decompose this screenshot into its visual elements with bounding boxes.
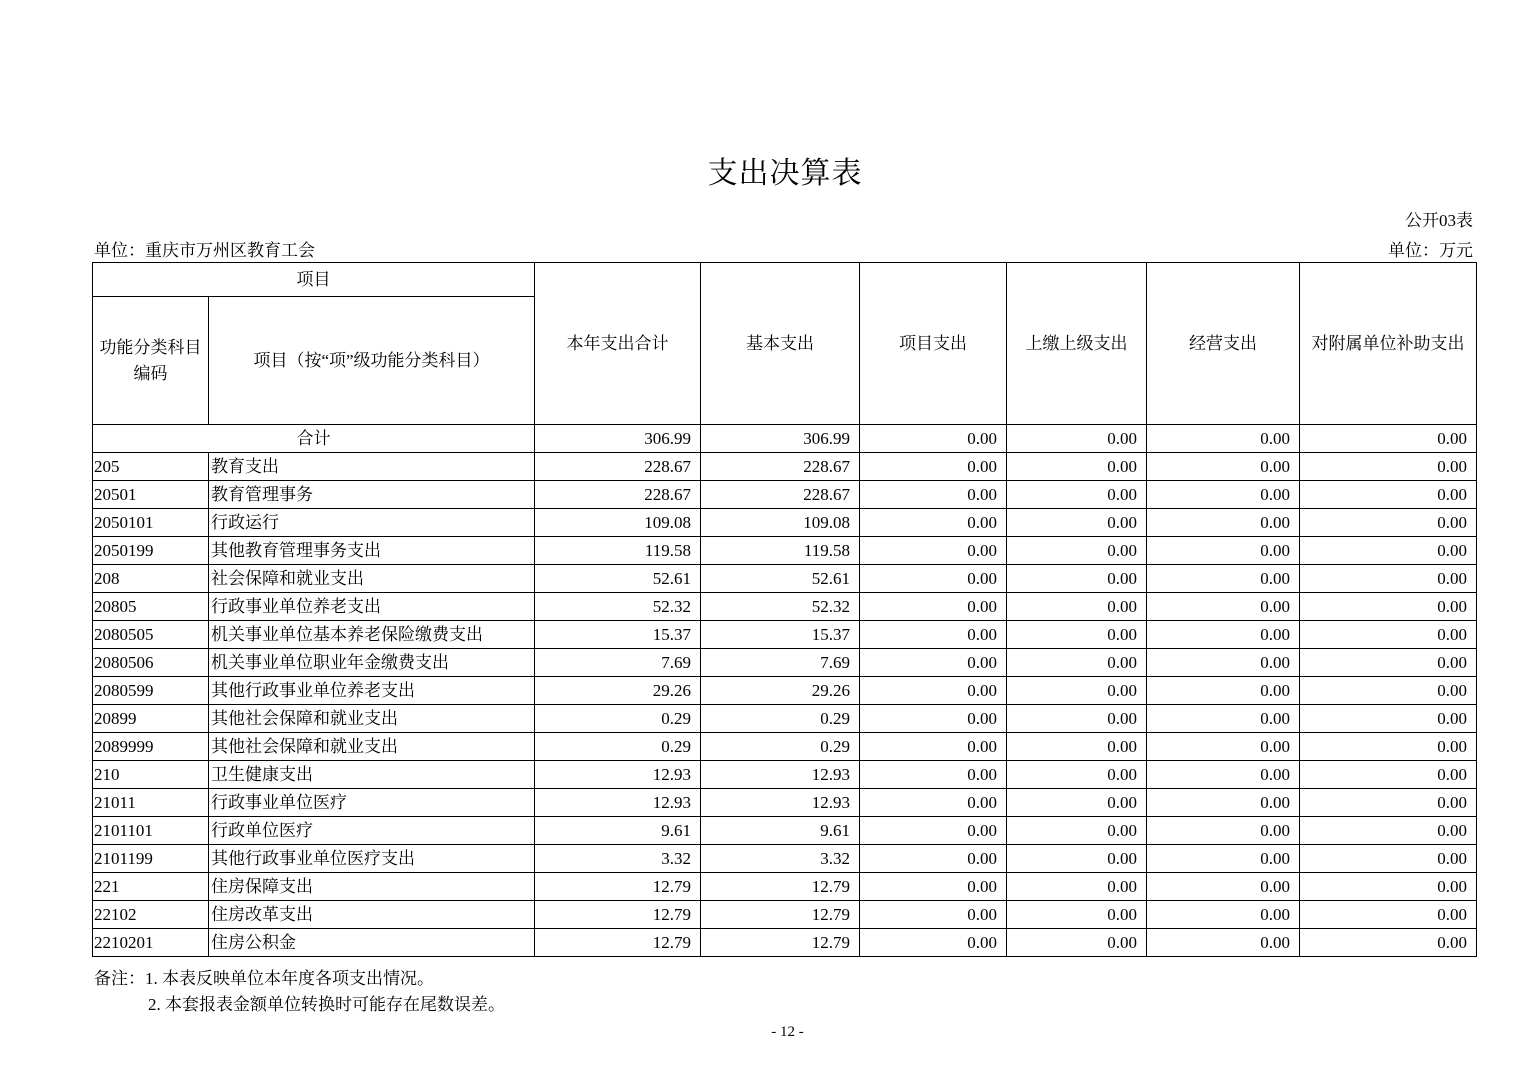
header-code: 功能分类科目编码 (93, 297, 209, 425)
row-subsidy: 0.00 (1300, 901, 1477, 929)
page-title: 支出决算表 (707, 157, 863, 190)
row-project: 0.00 (860, 593, 1007, 621)
row-name: 行政事业单位养老支出 (209, 593, 535, 621)
row-upper: 0.00 (1007, 677, 1147, 705)
row-code: 2210201 (93, 929, 209, 957)
table-row (93, 705, 1477, 733)
row-name: 其他社会保障和就业支出 (209, 733, 535, 761)
row-total: 228.67 (535, 481, 701, 509)
row-subsidy: 0.00 (1300, 817, 1477, 845)
row-subsidy: 0.00 (1300, 649, 1477, 677)
row-basic: 0.29 (701, 705, 860, 733)
total-subsidy: 0.00 (1300, 425, 1477, 453)
row-project: 0.00 (860, 621, 1007, 649)
row-total: 12.79 (535, 901, 701, 929)
row-business: 0.00 (1147, 929, 1300, 957)
row-basic: 119.58 (701, 537, 860, 565)
row-total: 3.32 (535, 845, 701, 873)
table-row (93, 649, 1477, 677)
table-row (93, 509, 1477, 537)
row-code: 2050199 (93, 537, 209, 565)
row-total: 119.58 (535, 537, 701, 565)
row-upper: 0.00 (1007, 761, 1147, 789)
row-project: 0.00 (860, 845, 1007, 873)
row-upper: 0.00 (1007, 481, 1147, 509)
row-upper: 0.00 (1007, 817, 1147, 845)
table-row (93, 929, 1477, 957)
row-total: 228.67 (535, 453, 701, 481)
row-subsidy: 0.00 (1300, 789, 1477, 817)
row-subsidy: 0.00 (1300, 509, 1477, 537)
row-subsidy: 0.00 (1300, 873, 1477, 901)
row-project: 0.00 (860, 929, 1007, 957)
row-subsidy: 0.00 (1300, 705, 1477, 733)
row-name: 机关事业单位基本养老保险缴费支出 (209, 621, 535, 649)
table-row (93, 537, 1477, 565)
row-total: 52.61 (535, 565, 701, 593)
page-number: - 12 - (771, 1024, 804, 1040)
header-total: 本年支出合计 (535, 263, 701, 425)
table-row (93, 789, 1477, 817)
row-name: 其他行政事业单位医疗支出 (209, 845, 535, 873)
row-basic: 52.61 (701, 565, 860, 593)
row-upper: 0.00 (1007, 873, 1147, 901)
total-row (93, 425, 1477, 453)
row-name: 教育支出 (209, 453, 535, 481)
row-project: 0.00 (860, 817, 1007, 845)
row-name: 行政事业单位医疗 (209, 789, 535, 817)
row-basic: 12.79 (701, 929, 860, 957)
table-row (93, 593, 1477, 621)
row-basic: 7.69 (701, 649, 860, 677)
row-total: 12.79 (535, 873, 701, 901)
row-code: 2080506 (93, 649, 209, 677)
row-project: 0.00 (860, 901, 1007, 929)
row-basic: 3.32 (701, 845, 860, 873)
row-basic: 12.93 (701, 761, 860, 789)
total-project: 0.00 (860, 425, 1007, 453)
row-code: 2101101 (93, 817, 209, 845)
row-total: 0.29 (535, 733, 701, 761)
total-upper: 0.00 (1007, 425, 1147, 453)
row-business: 0.00 (1147, 901, 1300, 929)
row-total: 52.32 (535, 593, 701, 621)
row-total: 7.69 (535, 649, 701, 677)
row-basic: 12.93 (701, 789, 860, 817)
row-upper: 0.00 (1007, 705, 1147, 733)
row-name: 其他教育管理事务支出 (209, 537, 535, 565)
row-basic: 52.32 (701, 593, 860, 621)
row-upper: 0.00 (1007, 649, 1147, 677)
row-project: 0.00 (860, 537, 1007, 565)
row-name: 行政单位医疗 (209, 817, 535, 845)
row-upper: 0.00 (1007, 789, 1147, 817)
row-basic: 12.79 (701, 873, 860, 901)
row-upper: 0.00 (1007, 621, 1147, 649)
row-code: 2101199 (93, 845, 209, 873)
row-project: 0.00 (860, 509, 1007, 537)
row-business: 0.00 (1147, 537, 1300, 565)
header-business: 经营支出 (1147, 263, 1300, 425)
row-upper: 0.00 (1007, 845, 1147, 873)
row-name: 教育管理事务 (209, 481, 535, 509)
row-basic: 12.79 (701, 901, 860, 929)
row-code: 210 (93, 761, 209, 789)
organization-label: 单位：重庆市万州区教育工会 (94, 241, 315, 260)
row-total: 15.37 (535, 621, 701, 649)
row-basic: 109.08 (701, 509, 860, 537)
note-1: 备注：1. 本表反映单位本年度各项支出情况。 (94, 969, 434, 988)
row-total: 0.29 (535, 705, 701, 733)
row-basic: 29.26 (701, 677, 860, 705)
row-name: 卫生健康支出 (209, 761, 535, 789)
table-row (93, 565, 1477, 593)
row-total: 109.08 (535, 509, 701, 537)
row-subsidy: 0.00 (1300, 481, 1477, 509)
row-project: 0.00 (860, 873, 1007, 901)
row-business: 0.00 (1147, 509, 1300, 537)
row-business: 0.00 (1147, 481, 1300, 509)
row-upper: 0.00 (1007, 453, 1147, 481)
row-business: 0.00 (1147, 873, 1300, 901)
header-basic: 基本支出 (701, 263, 860, 425)
row-project: 0.00 (860, 649, 1007, 677)
row-basic: 228.67 (701, 481, 860, 509)
row-code: 20899 (93, 705, 209, 733)
table-row (93, 481, 1477, 509)
row-name: 行政运行 (209, 509, 535, 537)
row-business: 0.00 (1147, 649, 1300, 677)
row-basic: 0.29 (701, 733, 860, 761)
row-business: 0.00 (1147, 565, 1300, 593)
total-business: 0.00 (1147, 425, 1300, 453)
row-business: 0.00 (1147, 761, 1300, 789)
header-name: 项目（按“项”级功能分类科目） (209, 297, 535, 425)
row-name: 机关事业单位职业年金缴费支出 (209, 649, 535, 677)
row-upper: 0.00 (1007, 509, 1147, 537)
row-subsidy: 0.00 (1300, 537, 1477, 565)
table-row (93, 845, 1477, 873)
row-total: 29.26 (535, 677, 701, 705)
row-project: 0.00 (860, 565, 1007, 593)
total-label: 合计 (93, 425, 535, 453)
table-row (93, 733, 1477, 761)
row-code: 20805 (93, 593, 209, 621)
note-2: 2. 本套报表金额单位转换时可能存在尾数误差。 (148, 995, 505, 1014)
header-item: 项目 (93, 263, 535, 297)
row-basic: 9.61 (701, 817, 860, 845)
row-basic: 15.37 (701, 621, 860, 649)
row-code: 22102 (93, 901, 209, 929)
row-total: 9.61 (535, 817, 701, 845)
row-business: 0.00 (1147, 705, 1300, 733)
row-subsidy: 0.00 (1300, 929, 1477, 957)
row-business: 0.00 (1147, 733, 1300, 761)
row-upper: 0.00 (1007, 733, 1147, 761)
row-code: 21011 (93, 789, 209, 817)
total-basic: 306.99 (701, 425, 860, 453)
row-name: 住房改革支出 (209, 901, 535, 929)
row-name: 其他社会保障和就业支出 (209, 705, 535, 733)
expenditure-table (92, 262, 1477, 957)
table-row (93, 621, 1477, 649)
row-project: 0.00 (860, 789, 1007, 817)
row-business: 0.00 (1147, 817, 1300, 845)
row-code: 208 (93, 565, 209, 593)
row-business: 0.00 (1147, 593, 1300, 621)
row-project: 0.00 (860, 453, 1007, 481)
row-subsidy: 0.00 (1300, 565, 1477, 593)
row-project: 0.00 (860, 733, 1007, 761)
header-upper: 上缴上级支出 (1007, 263, 1147, 425)
row-name: 住房公积金 (209, 929, 535, 957)
form-number: 公开03表 (1405, 211, 1473, 230)
row-upper: 0.00 (1007, 593, 1147, 621)
row-subsidy: 0.00 (1300, 621, 1477, 649)
row-name: 住房保障支出 (209, 873, 535, 901)
row-code: 221 (93, 873, 209, 901)
row-project: 0.00 (860, 677, 1007, 705)
row-total: 12.79 (535, 929, 701, 957)
row-business: 0.00 (1147, 789, 1300, 817)
row-code: 2080505 (93, 621, 209, 649)
row-code: 2050101 (93, 509, 209, 537)
row-code: 20501 (93, 481, 209, 509)
row-subsidy: 0.00 (1300, 845, 1477, 873)
row-subsidy: 0.00 (1300, 453, 1477, 481)
row-upper: 0.00 (1007, 929, 1147, 957)
table-row (93, 901, 1477, 929)
row-basic: 228.67 (701, 453, 860, 481)
unit-label: 单位：万元 (1388, 241, 1473, 260)
table-row (93, 453, 1477, 481)
row-upper: 0.00 (1007, 537, 1147, 565)
row-business: 0.00 (1147, 677, 1300, 705)
row-name: 社会保障和就业支出 (209, 565, 535, 593)
table-row (93, 873, 1477, 901)
row-project: 0.00 (860, 481, 1007, 509)
row-total: 12.93 (535, 789, 701, 817)
row-business: 0.00 (1147, 453, 1300, 481)
row-subsidy: 0.00 (1300, 677, 1477, 705)
row-total: 12.93 (535, 761, 701, 789)
row-subsidy: 0.00 (1300, 733, 1477, 761)
row-business: 0.00 (1147, 621, 1300, 649)
total-total: 306.99 (535, 425, 701, 453)
row-name: 其他行政事业单位养老支出 (209, 677, 535, 705)
header-subsidy: 对附属单位补助支出 (1300, 263, 1477, 425)
row-business: 0.00 (1147, 845, 1300, 873)
row-code: 205 (93, 453, 209, 481)
row-upper: 0.00 (1007, 565, 1147, 593)
table-row (93, 761, 1477, 789)
row-subsidy: 0.00 (1300, 761, 1477, 789)
table-row (93, 677, 1477, 705)
row-code: 2080599 (93, 677, 209, 705)
header-project: 项目支出 (860, 263, 1007, 425)
table-row (93, 817, 1477, 845)
row-code: 2089999 (93, 733, 209, 761)
row-subsidy: 0.00 (1300, 593, 1477, 621)
row-project: 0.00 (860, 761, 1007, 789)
row-project: 0.00 (860, 705, 1007, 733)
row-upper: 0.00 (1007, 901, 1147, 929)
